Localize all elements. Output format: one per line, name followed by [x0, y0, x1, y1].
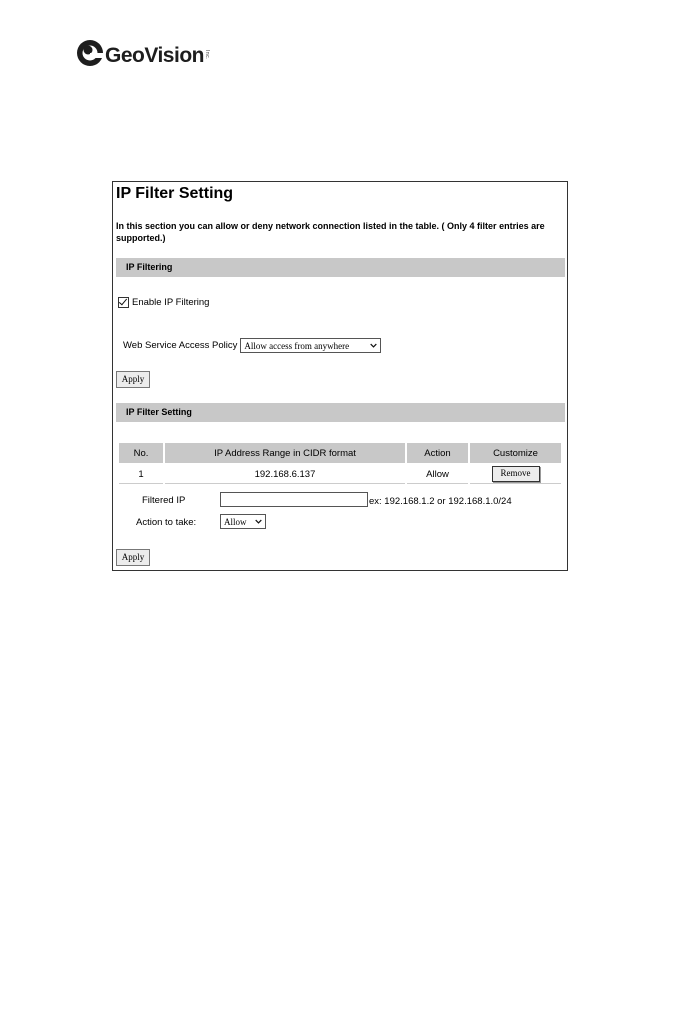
- enable-ip-filtering-row[interactable]: [118, 297, 209, 308]
- row-no: 1: [119, 465, 163, 484]
- chevron-down-icon: [370, 342, 377, 349]
- action-select-value: Allow: [224, 516, 247, 527]
- brand-suffix: Inc.: [204, 50, 210, 61]
- ip-filter-panel: [112, 181, 568, 571]
- filter-table: [117, 441, 563, 486]
- enable-ip-filtering-checkbox[interactable]: [118, 297, 129, 308]
- access-policy-select[interactable]: [240, 338, 381, 353]
- chevron-down-icon: [255, 518, 262, 525]
- remove-button[interactable]: Remove: [492, 466, 540, 482]
- apply-filter-button[interactable]: Apply: [116, 549, 150, 566]
- action-to-take-label: Action to take:: [136, 517, 197, 528]
- row-customize: [470, 465, 561, 484]
- access-policy-label: Web Service Access Policy: [123, 340, 238, 351]
- table-row: [119, 465, 561, 484]
- geovision-logo-icon: [76, 39, 104, 67]
- action-select[interactable]: [220, 514, 266, 529]
- access-policy-row: [123, 338, 381, 353]
- geovision-logo: [76, 38, 216, 72]
- brand-name: GeoVision: [105, 44, 204, 67]
- row-action: Allow: [407, 465, 468, 484]
- intro-text: In this section you can allow or deny network connection listed in the table. ( Only 4 filter entries are supported.): [116, 221, 545, 243]
- column-header-customize: Customize: [470, 443, 561, 463]
- row-ip: 192.168.6.137: [165, 465, 405, 484]
- filtered-ip-hint: ex: 192.168.1.2 or 192.168.1.0/24: [369, 496, 512, 507]
- apply-ip-filtering-button[interactable]: Apply: [116, 371, 150, 388]
- ip-filtering-header: IP Filtering: [116, 258, 565, 277]
- filtered-ip-input[interactable]: [220, 492, 368, 507]
- ip-filter-setting-header: IP Filter Setting: [116, 403, 565, 422]
- page-title: IP Filter Setting: [116, 185, 234, 202]
- column-header-action: Action: [407, 443, 468, 463]
- column-header-no: No.: [119, 443, 163, 463]
- filtered-ip-label: Filtered IP: [142, 495, 186, 506]
- enable-ip-filtering-label: Enable IP Filtering: [132, 297, 210, 308]
- access-policy-value: Allow access from anywhere: [244, 340, 350, 351]
- column-header-ip-range: IP Address Range in CIDR format: [165, 443, 405, 463]
